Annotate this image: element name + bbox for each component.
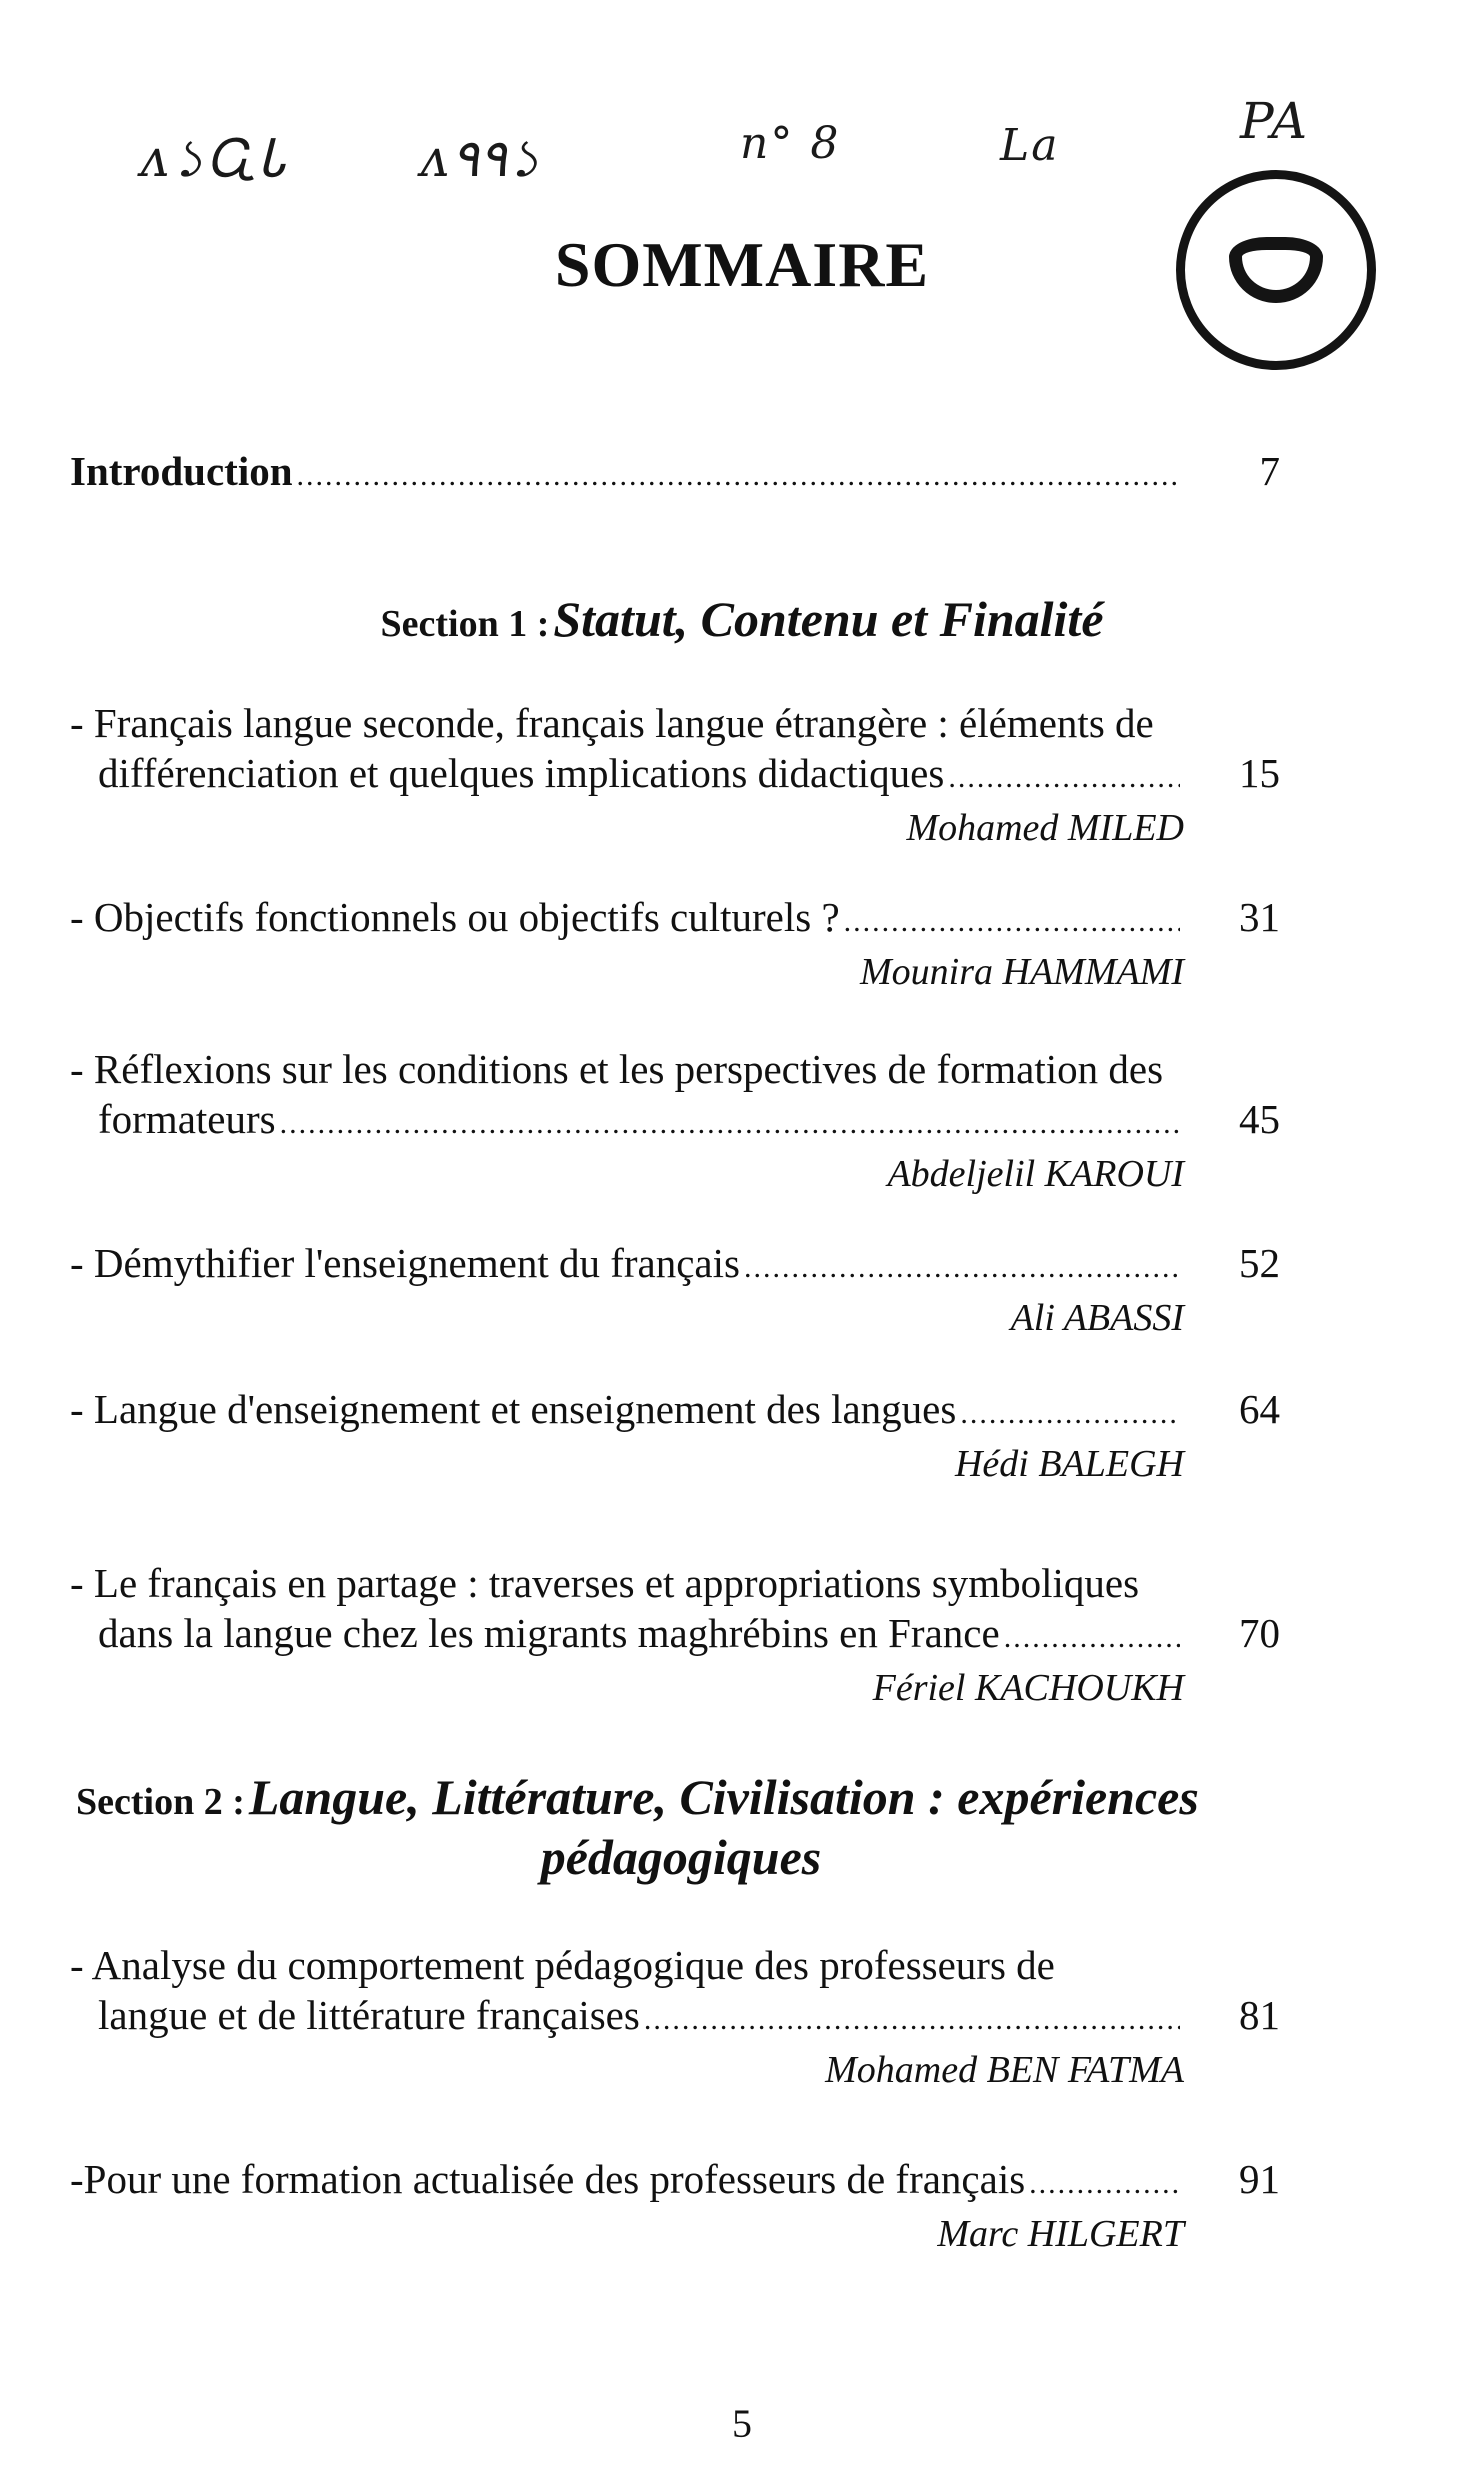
entry-line-1: -Pour une formation actualisée des professeurs de français xyxy=(70,2156,1026,2202)
section-2-title-line-1: Langue, Littérature, Civilisation : expériences xyxy=(248,1769,1199,1825)
introduction-label: Introduction xyxy=(70,448,293,494)
page-ref: 81 xyxy=(1239,1992,1280,2038)
entry-author: Hédi BALEGH xyxy=(954,1443,1184,1485)
handwritten-note-4: La xyxy=(1000,120,1060,171)
entry-author: Mounira HAMMAMI xyxy=(860,951,1184,993)
entry-line-1: - Démythifier l'enseignement du français xyxy=(70,1240,740,1286)
toc-entry-3 xyxy=(70,1044,1280,1199)
section-2-heading xyxy=(76,1768,1286,1886)
entry-line-1: - Réflexions sur les conditions et les perspectives de formation des xyxy=(70,1046,1164,1092)
toc-entry-8 xyxy=(70,2154,1280,2259)
handwritten-note-5: PA xyxy=(1240,92,1310,150)
handwritten-note-2: ᴧ٩٩১ xyxy=(420,129,543,189)
entry-author: Mohamed MILED xyxy=(906,807,1184,849)
section-1-label: Section 1 : xyxy=(380,603,550,645)
page-ref: 31 xyxy=(1239,894,1280,940)
entry-line-1: - Analyse du comportement pédagogique des professeurs de xyxy=(70,1942,1055,1988)
page-ref: 52 xyxy=(1239,1240,1280,1286)
leader-dots xyxy=(960,1389,1180,1439)
toc-introduction xyxy=(70,446,1280,501)
entry-author: Marc HILGERT xyxy=(937,2213,1184,2255)
page-number: 5 xyxy=(732,2401,752,2446)
page-ref: 64 xyxy=(1239,1386,1280,1432)
leader-dots xyxy=(1029,2159,1180,2209)
section-2-title-line-2: pédagogiques xyxy=(540,1829,822,1885)
entry-line-1: - Français langue seconde, français langue étrangère : éléments de xyxy=(70,700,1154,746)
entry-line-1: - Le français en partage : traverses et appropriations symboliques xyxy=(70,1560,1140,1606)
entry-line-2: dans la langue chez les migrants maghrébins en France xyxy=(98,1610,1000,1656)
leader-dots xyxy=(844,897,1180,947)
entry-line-1: - Langue d'enseignement et enseignement des langues xyxy=(70,1386,957,1432)
leader-dots xyxy=(644,1995,1180,2045)
section-1-title: Statut, Contenu et Finalité xyxy=(553,591,1104,647)
entry-line-2: langue et de littérature françaises xyxy=(98,1992,640,2038)
entry-line-2: formateurs xyxy=(98,1096,276,1142)
section-2-label: Section 2 : xyxy=(76,1781,245,1823)
leader-dots xyxy=(280,1099,1180,1149)
handwritten-note-1: ᴧ১ᏩᏓ xyxy=(140,129,288,189)
toc-entry-2 xyxy=(70,892,1280,997)
entry-line-2: différenciation et quelques implications didactiques xyxy=(98,750,945,796)
leader-dots xyxy=(744,1243,1180,1293)
toc-entry-1 xyxy=(70,698,1280,853)
page-ref: 7 xyxy=(1259,448,1280,494)
entry-author: Mohamed BEN FATMA xyxy=(825,2049,1184,2091)
entry-line-1: - Objectifs fonctionnels ou objectifs culturels ? xyxy=(70,894,840,940)
entry-author: Fériel KACHOUKH xyxy=(872,1667,1184,1709)
toc-entry-4 xyxy=(70,1238,1280,1343)
leader-dots xyxy=(948,753,1180,803)
page-ref: 70 xyxy=(1239,1610,1280,1656)
page-ref: 45 xyxy=(1239,1096,1280,1142)
entry-author: Abdeljelil KAROUI xyxy=(887,1153,1184,1195)
leader-dots xyxy=(297,451,1180,501)
entry-author: Ali ABASSI xyxy=(1010,1297,1184,1339)
toc-entry-7 xyxy=(70,1940,1280,2095)
page-title: SOMMAIRE xyxy=(554,229,930,300)
toc-entry-6 xyxy=(70,1558,1280,1713)
toc-entry-5 xyxy=(70,1384,1280,1489)
handwritten-note-3: n° 8 xyxy=(740,118,841,169)
page-ref: 91 xyxy=(1239,2156,1280,2202)
section-1-heading xyxy=(0,590,1484,648)
page-ref: 15 xyxy=(1239,750,1280,796)
leader-dots xyxy=(1004,1613,1180,1663)
